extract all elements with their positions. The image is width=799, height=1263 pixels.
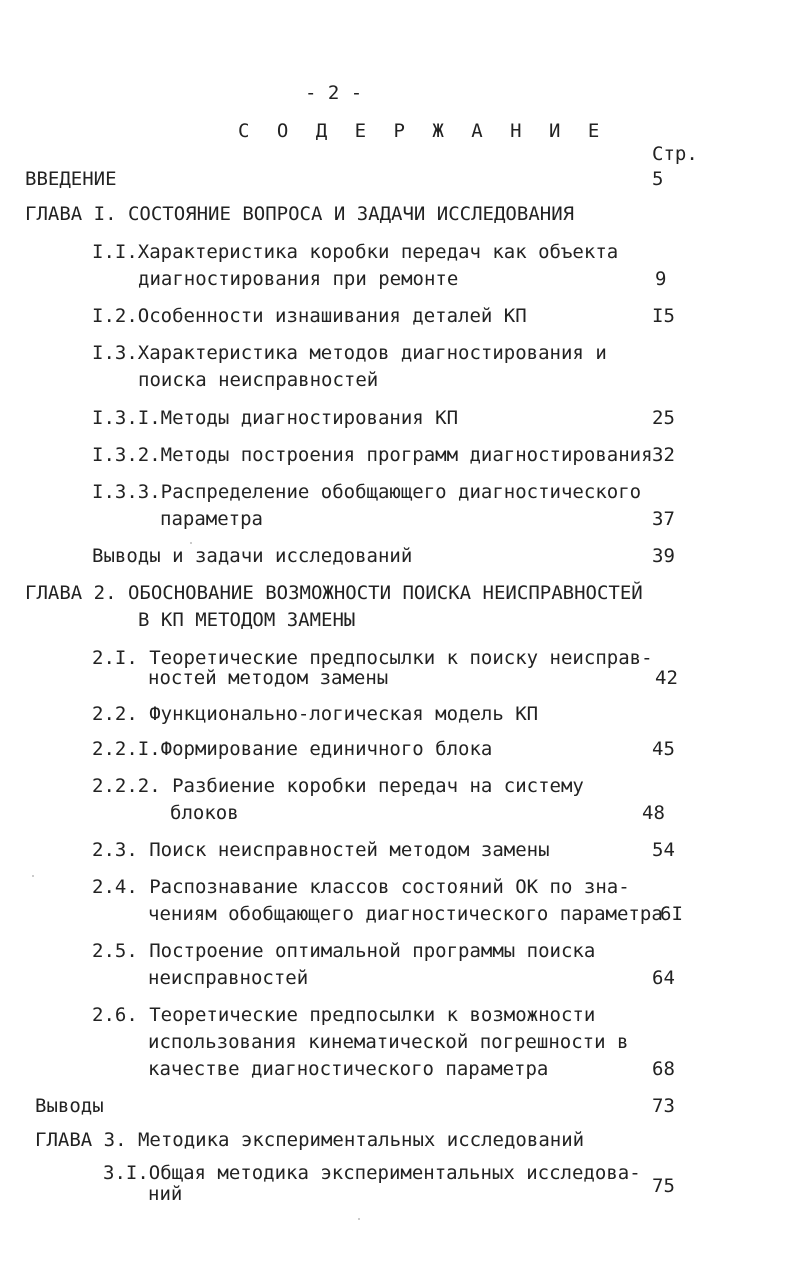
toc-entry-2-2-2: 2.2.2. Разбиение коробки передач на систему	[92, 775, 584, 797]
toc-entry-2-6-cont2: качестве диагностического параметра	[148, 1058, 549, 1080]
toc-entry-1-3: I.3.Характеристика методов диагностирования и	[92, 342, 607, 364]
toc-page-2-3: 54	[652, 839, 675, 861]
toc-entry-1-3-2: I.3.2.Методы построения программ диагностирования	[92, 444, 653, 466]
toc-entry-1-1: I.I.Характеристика коробки передач как объекта	[92, 241, 619, 263]
toc-page-2-5: 64	[652, 967, 675, 989]
toc-chapter-3: ГЛАВА 3. Методика экспериментальных исследований	[35, 1129, 585, 1151]
toc-entry-1-3-cont: поиска неисправностей	[138, 369, 379, 391]
toc-page-2-2-2: 48	[642, 802, 665, 824]
toc-entry-1-2: I.2.Особенности изнашивания деталей КП	[92, 305, 527, 327]
toc-chapter-2-cont: В КП МЕТОДОМ ЗАМЕНЫ	[138, 609, 356, 631]
scan-speck	[358, 1218, 360, 1220]
toc-entry-1-conclusions: Выводы и задачи исследований	[92, 545, 413, 567]
toc-entry-2-6: 2.6. Теоретические предпосылки к возможности	[92, 1004, 596, 1026]
toc-page-1-2: I5	[652, 305, 675, 327]
toc-entry-1-3-1: I.3.I.Методы диагностирования КП	[92, 407, 459, 429]
toc-page-2-6: 68	[652, 1058, 675, 1080]
toc-page-2-2-1: 45	[652, 738, 675, 760]
toc-page-2-1: 42	[655, 667, 678, 689]
toc-chapter-1: ГЛАВА I. СОСТОЯНИЕ ВОПРОСА И ЗАДАЧИ ИССЛЕДОВАНИЯ	[25, 203, 575, 225]
toc-entry-2-3: 2.3. Поиск неисправностей методом замены	[92, 839, 550, 861]
toc-entry-intro: ВВЕДЕНИЕ	[25, 168, 117, 190]
toc-page-2-conclusions: 73	[652, 1095, 675, 1117]
toc-entry-2-5-cont: неисправностей	[148, 967, 309, 989]
toc-entry-2-conclusions: Выводы	[35, 1095, 104, 1117]
toc-entry-2-4: 2.4. Распознавание классов состояний ОК по зна-	[92, 876, 630, 898]
toc-entry-2-2-2-cont: блоков	[170, 802, 239, 824]
toc-chapter-2: ГЛАВА 2. ОБОСНОВАНИЕ ВОЗМОЖНОСТИ ПОИСКА НЕИСПРАВНОСТЕЙ	[25, 582, 643, 604]
toc-page-3-1: 75	[652, 1175, 675, 1197]
toc-page-intro: 5	[652, 168, 664, 190]
toc-entry-1-1-cont: диагностирования при ремонте	[138, 268, 459, 290]
page-number: - 2 -	[305, 82, 363, 104]
toc-entry-2-1-cont: ностей методом замены	[148, 667, 389, 689]
toc-entry-2-2: 2.2. Функционально-логическая модель КП	[92, 703, 539, 725]
toc-entry-2-4-cont: чениям обобщающего диагностического параметра	[148, 903, 663, 925]
page-column-label: Стр.	[652, 143, 698, 165]
toc-entry-3-1-cont: ний	[148, 1183, 183, 1205]
scan-speck	[32, 875, 34, 877]
document-title: С О Д Е Р Ж А Н И Е	[238, 120, 608, 142]
toc-entry-2-2-1: 2.2.I.Формирование единичного блока	[92, 738, 493, 760]
toc-entry-3-1: 3.I.Общая методика экспериментальных исследова-	[103, 1162, 641, 1184]
scan-speck	[190, 542, 192, 544]
toc-page-1-3-3: 37	[652, 508, 675, 530]
toc-entry-2-5: 2.5. Построение оптимальной программы поиска	[92, 940, 596, 962]
toc-entry-2-1: 2.I. Теоретические предпосылки к поиску неисправ-	[92, 647, 653, 669]
toc-page-1-conclusions: 39	[652, 545, 675, 567]
toc-page-1-3-1: 25	[652, 407, 675, 429]
toc-entry-1-3-3: I.3.3.Распределение обобщающего диагностического	[92, 481, 642, 503]
toc-page-1-1: 9	[655, 268, 667, 290]
toc-entry-1-3-3-cont: параметра	[160, 508, 263, 530]
toc-page-1-3-2: 32	[652, 444, 675, 466]
toc-page-2-4: 6I	[660, 903, 683, 925]
toc-entry-2-6-cont: использования кинематической погрешности в	[148, 1031, 629, 1053]
